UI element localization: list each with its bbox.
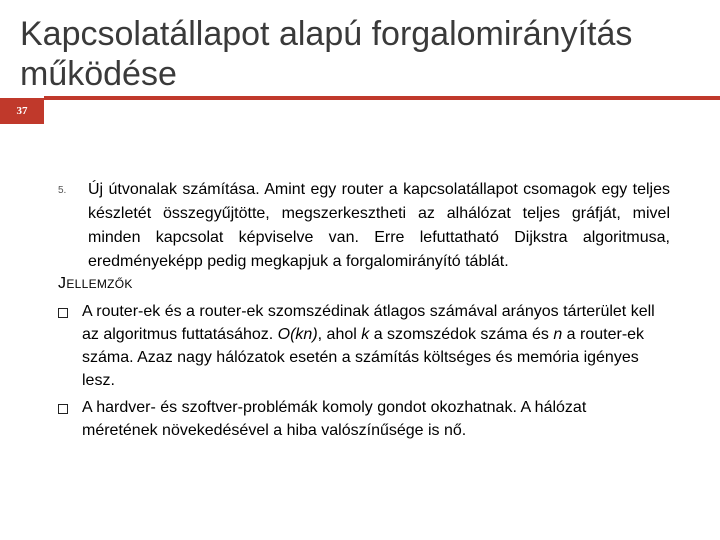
square-bullet-icon <box>58 404 68 414</box>
bullet-text-part: a router-ek száma. Azaz nagy hálózatok esetén a számítás költséges és memória igényes lesz. <box>82 326 645 389</box>
variable-k: k <box>361 326 370 343</box>
complexity-formula: O(kn) <box>277 326 318 343</box>
section-heading-initial: J <box>58 275 67 292</box>
bullet-text-part: , ahol <box>317 326 362 343</box>
bullet-text-part: A router-ek és a router-ek szomszédinak átlagos számával arányos tárterület kell az algoritmus futtatásához. <box>82 303 655 343</box>
section-heading <box>58 274 133 294</box>
slide-number: 37 <box>0 98 44 124</box>
slide-title: Kapcsolatállapot alapú forgalomirányítás működése <box>20 15 633 93</box>
variable-n: n <box>553 326 563 343</box>
title-divider <box>44 96 720 100</box>
bullet-text: A hardver- és szoftver-problémák komoly gondot okozhatnak. A hálózat méretének növekedésével a hiba valószínűsége is nő. <box>82 399 587 439</box>
list-number: 5. <box>58 185 67 196</box>
section-heading-rest: ELLEMZŐK <box>66 277 133 291</box>
bullet-text-part: a szomszédok száma és <box>369 326 554 343</box>
list-item-text: Új útvonalak számítása. Amint egy router a kapcsolatállapot csomagok egy teljes készletét összegyűjtötte, megszerkesztheti az alhálózat teljes gráfját, mivel minden kapcsolat képviselve van. Erre lefuttatható Dijkstra algoritmusa, eredményeképp pedig megkapjuk a forgalomirányító táblát. <box>88 181 670 270</box>
bullet-text <box>82 300 662 392</box>
square-bullet-icon <box>58 308 68 318</box>
